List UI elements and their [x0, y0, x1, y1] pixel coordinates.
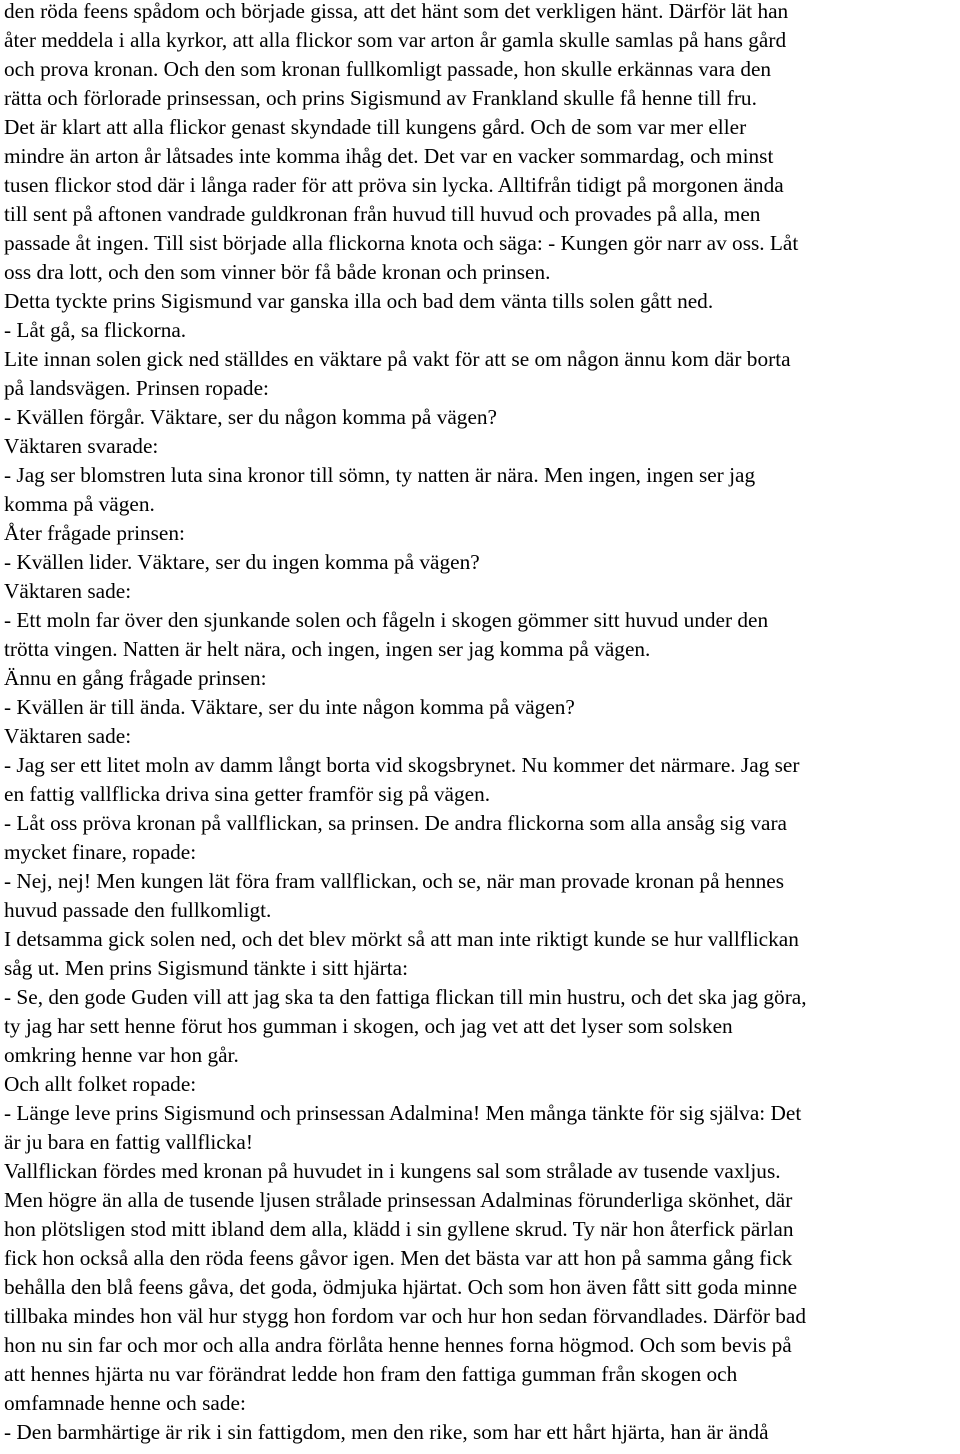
- text-line: Ännu en gång frågade prinsen:: [4, 666, 267, 690]
- text-line: - Jag ser blomstren luta sina kronor till sömn, ty natten är nära. Men ingen, ingen ser jag: [4, 463, 756, 487]
- text-line: till sent på aftonen vandrade guldkronan från huvud till huvud och provades på alla, men: [4, 202, 761, 226]
- text-line: omkring henne var hon går.: [4, 1043, 239, 1067]
- text-line: huvud passade den fullkomligt.: [4, 898, 272, 922]
- text-line: hon nu sin far och mor och alla andra förlåta henne hennes forna högmod. Och som bevis på: [4, 1333, 792, 1357]
- text-line: hon plötsligen stod mitt ibland dem alla, klädd i sin gyllene skrud. Ty när hon återfick pärlan: [4, 1217, 794, 1241]
- text-line: Och allt folket ropade:: [4, 1072, 197, 1096]
- text-line: att hennes hjärta nu var förändrat ledde hon fram den fattiga gumman från skogen och: [4, 1362, 738, 1386]
- text-line: Väktaren svarade:: [4, 434, 159, 458]
- text-line: ty jag har sett henne förut hos gumman i skogen, och jag vet att det lyser som solsken: [4, 1014, 733, 1038]
- text-line: - Se, den gode Guden vill att jag ska ta den fattiga flickan till min hustru, och det ska jag göra,: [4, 985, 807, 1009]
- text-line: tusen flickor stod där i långa rader för att pröva sin lycka. Alltifrån tidigt på morgonen ända: [4, 173, 784, 197]
- text-line: Det är klart att alla flickor genast skyndade till kungens gård. Och de som var mer eller: [4, 115, 747, 139]
- text-line: tillbaka mindes hon väl hur stygg hon fordom var och hur hon sedan förvandlades. Därför bad: [4, 1304, 806, 1328]
- text-line: Lite innan solen gick ned ställdes en väktare på vakt för att se om någon ännu kom där borta: [4, 347, 791, 371]
- text-line: Vallflickan fördes med kronan på huvudet in i kungens sal som strålade av tusende vaxljus.: [4, 1159, 781, 1183]
- text-line: Väktaren sade:: [4, 579, 132, 603]
- text-line: såg ut. Men prins Sigismund tänkte i sitt hjärta:: [4, 956, 409, 980]
- text-line: - Ett moln far över den sjunkande solen och fågeln i skogen gömmer sitt huvud under den: [4, 608, 769, 632]
- text-line: den röda feens spådom och började gissa, att det hänt som det verkligen hänt. Därför lät han: [4, 0, 789, 23]
- text-line: - Länge leve prins Sigismund och prinsessan Adalmina! Men många tänkte för sig själva: Det: [4, 1101, 802, 1125]
- text-line: mycket finare, ropade:: [4, 840, 197, 864]
- text-line: är ju bara en fattig vallflicka!: [4, 1130, 253, 1154]
- text-line: oss dra lott, och den som vinner bör få både kronan och prinsen.: [4, 260, 551, 284]
- text-line: Åter frågade prinsen:: [4, 521, 185, 545]
- text-line: åter meddela i alla kyrkor, att alla flickor som var arton år gamla skulle samlas på hans gård: [4, 28, 787, 52]
- text-line: fick hon också alla den röda feens gåvor igen. Men det bästa var att hon på samma gång fick: [4, 1246, 793, 1270]
- text-line: en fattig vallflicka driva sina getter framför sig på vägen.: [4, 782, 491, 806]
- text-line: - Jag ser ett litet moln av damm långt borta vid skogsbrynet. Nu kommer det närmare. Jag ser: [4, 753, 800, 777]
- text-line: och prova kronan. Och den som kronan fullkomligt passade, hon skulle erkännas vara den: [4, 57, 772, 81]
- text-line: Väktaren sade:: [4, 724, 132, 748]
- text-line: - Kvällen är till ända. Väktare, ser du inte någon komma på vägen?: [4, 695, 575, 719]
- text-line: - Kvällen förgår. Väktare, ser du någon komma på vägen?: [4, 405, 498, 429]
- text-line: I detsamma gick solen ned, och det blev mörkt så att man inte riktigt kunde se hur vallflickan: [4, 927, 799, 951]
- text-line: Men högre än alla de tusende ljusen strålade prinsessan Adalminas förunderliga skönhet, där: [4, 1188, 793, 1212]
- text-line: Detta tyckte prins Sigismund var ganska illa och bad dem vänta tills solen gått ned.: [4, 289, 714, 313]
- text-line: passade åt ingen. Till sist började alla flickorna knota och säga: - Kungen gör narr av oss. Låt: [4, 231, 799, 255]
- text-line: - Låt gå, sa flickorna.: [4, 318, 187, 342]
- text-line: - Låt oss pröva kronan på vallflickan, sa prinsen. De andra flickorna som alla ansåg sig vara: [4, 811, 787, 835]
- text-line: rätta och förlorade prinsessan, och prins Sigismund av Frankland skulle få henne till fru.: [4, 86, 757, 110]
- text-line: omfamnade henne och sade:: [4, 1391, 246, 1415]
- text-line: - Den barmhärtige är rik i sin fattigdom, men den rike, som har ett hårt hjärta, han är ändå: [4, 1420, 769, 1444]
- text-line: komma på vägen.: [4, 492, 155, 516]
- text-line: trötta vingen. Natten är helt nära, och ingen, ingen ser jag komma på vägen.: [4, 637, 651, 661]
- text-line: - Kvällen lider. Väktare, ser du ingen komma på vägen?: [4, 550, 480, 574]
- text-line: på landsvägen. Prinsen ropade:: [4, 376, 269, 400]
- text-line: behålla den blå feens gåva, det goda, ödmjuka hjärtat. Och som hon även fått sitt goda minne: [4, 1275, 798, 1299]
- text-line: mindre än arton år låtsades inte komma ihåg det. Det var en vacker sommardag, och minst: [4, 144, 774, 168]
- text-line: - Nej, nej! Men kungen lät föra fram vallflickan, och se, när man provade kronan på hennes: [4, 869, 784, 893]
